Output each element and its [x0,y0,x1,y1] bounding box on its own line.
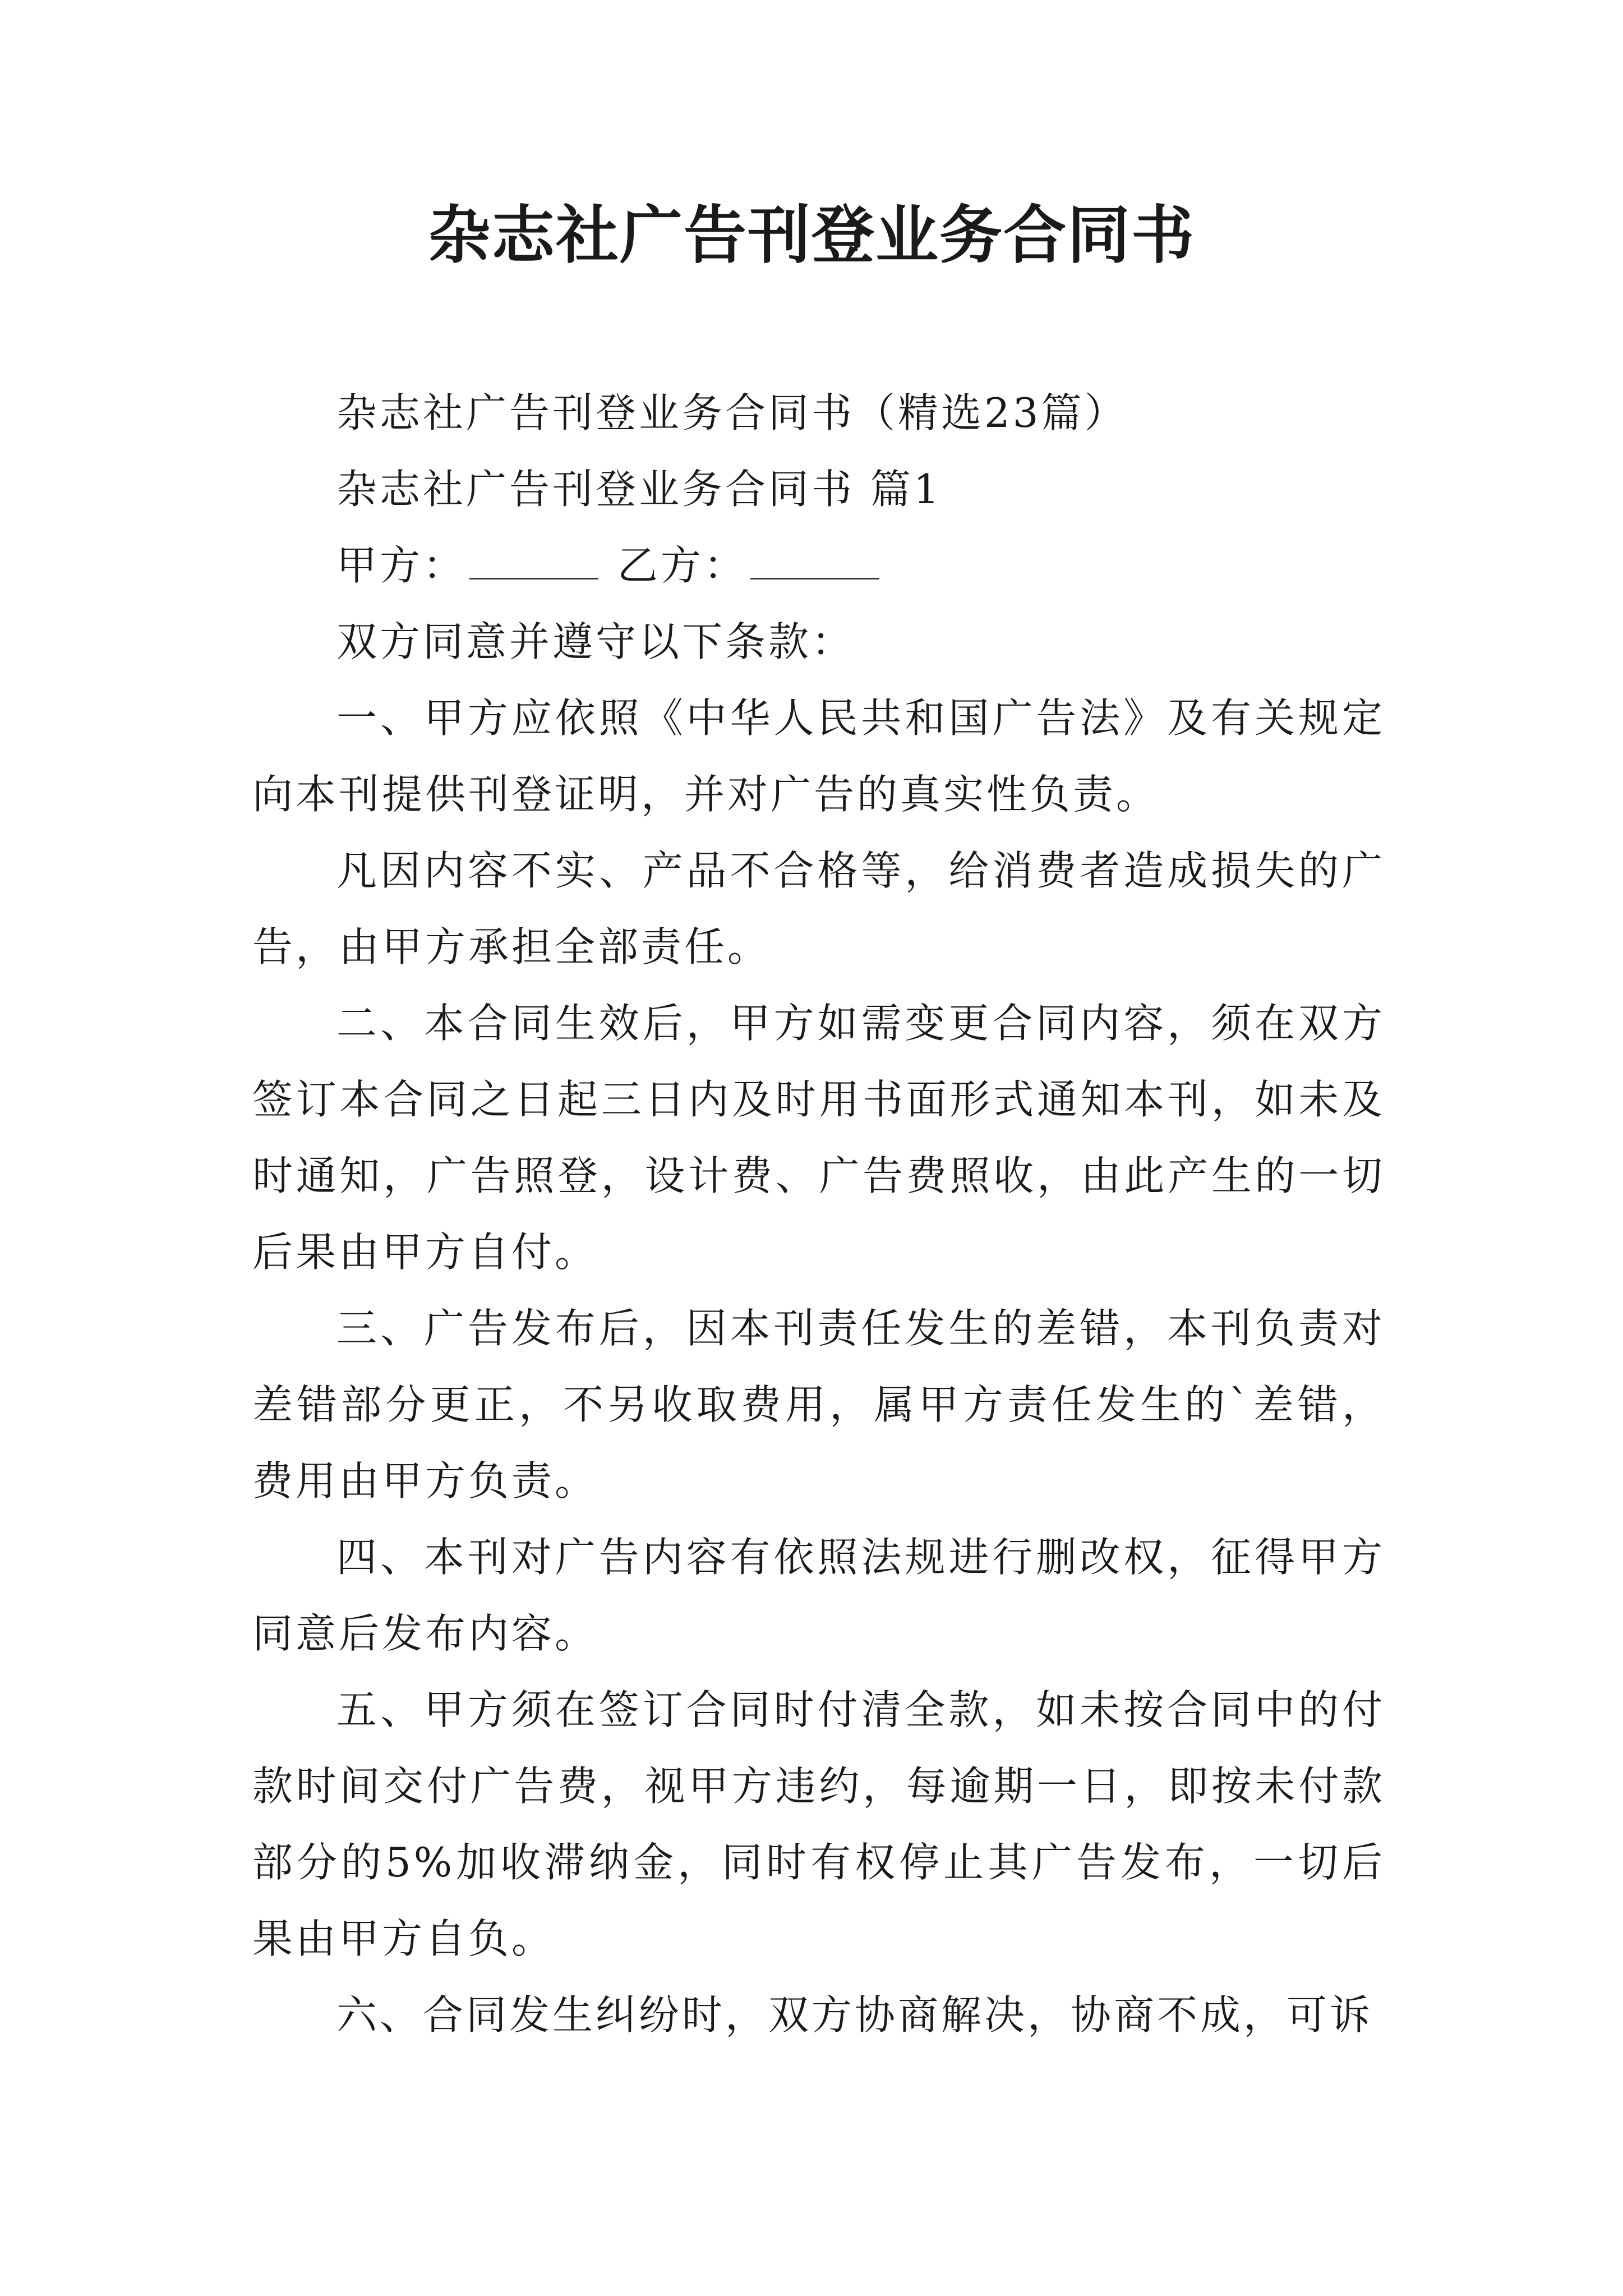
party-a-label: 甲方： [336,542,467,589]
document-body [252,375,1385,2053]
paragraph: 五、甲方须在签订合同时付清全款，如未按合同中的付款时间交付广告费，视甲方违约，每逾期一日，即按未付款部分的5%加收滞纳金，同时有权停止其广告发布，一切后果由甲方自负。 [252,1686,1385,1962]
paragraph: 四、本刊对广告内容有依照法规进行删改权，征得甲方同意后发布内容。 [252,1534,1385,1657]
document-title: 杂志社广告刊登业务合同书 [428,199,1195,272]
document-subtitle: 杂志社广告刊登业务合同书（精选23篇） [336,389,1128,436]
party-b-blank [750,544,879,579]
section-heading: 杂志社广告刊登业务合同书 篇1 [336,466,942,513]
paragraph: 凡因内容不实、产品不合格等，给消费者造成损失的广告，由甲方承担全部责任。 [252,847,1385,970]
paragraph: 六、合同发生纠纷时，双方协商解决，协商不成，可诉 [336,1991,1373,2039]
paragraph: 双方同意并遵守以下条款： [336,618,855,665]
parties-line [252,527,1385,604]
paragraph: 一、甲方应依照《中华人民共和国广告法》及有关规定向本刊提供刊登证明，并对广告的真实性负责。 [252,694,1385,818]
party-a-blank [469,544,598,579]
paragraph: 三、广告发布后，因本刊责任发生的差错，本刊负责对差错部分更正，不另收取费用，属甲方责任发生的`差错，费用由甲方负责。 [252,1305,1385,1504]
paragraph: 二、本合同生效后，甲方如需变更合同内容，须在双方签订本合同之日起三日内及时用书面形式通知本刊，如未及时通知，广告照登，设计费、广告费照收，由此产生的一切后果由甲方自付。 [252,1000,1385,1276]
party-b-label: 乙方： [617,542,747,589]
